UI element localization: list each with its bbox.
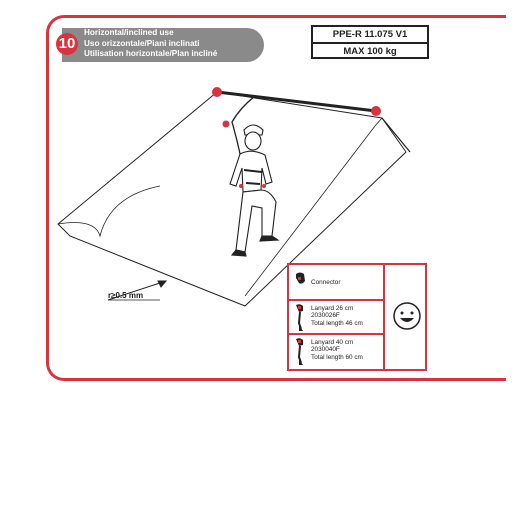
table-cell: Lanyard 26 cm 2030026F Total length 46 cm xyxy=(311,305,363,327)
worker-figure xyxy=(230,125,278,256)
step-title-it: Uso orizzontale/Piani inclinati xyxy=(84,38,200,48)
step-title-en: Horizontal/inclined use xyxy=(84,28,174,37)
gap-label: r≥0.5 mm xyxy=(108,291,144,300)
step-titles xyxy=(84,28,264,60)
anchor-point-left xyxy=(212,87,222,97)
max-load: MAX 100 kg xyxy=(343,46,397,57)
table-row xyxy=(289,265,383,301)
smiley-face-icon xyxy=(392,301,422,331)
lanyard-icon xyxy=(293,337,307,367)
step-title-fr: Utilisation horizontale/Plan incliné xyxy=(84,49,218,58)
table-row xyxy=(289,301,383,335)
lifeline xyxy=(217,92,376,111)
table-row xyxy=(289,335,383,369)
anchor-point-right xyxy=(371,106,381,116)
product-code: PPE-R 11.075 V1 xyxy=(313,27,427,44)
compatibility-table xyxy=(287,263,427,371)
equipment-column xyxy=(289,265,385,369)
table-cell: Lanyard 40 cm 2030040F Total length 60 cm xyxy=(311,339,363,361)
connector-icon xyxy=(293,271,307,293)
step-number-badge: 10 xyxy=(56,33,78,55)
connector-point xyxy=(223,121,230,128)
table-cell: Connector xyxy=(311,279,341,286)
lanyard-icon xyxy=(293,303,307,333)
